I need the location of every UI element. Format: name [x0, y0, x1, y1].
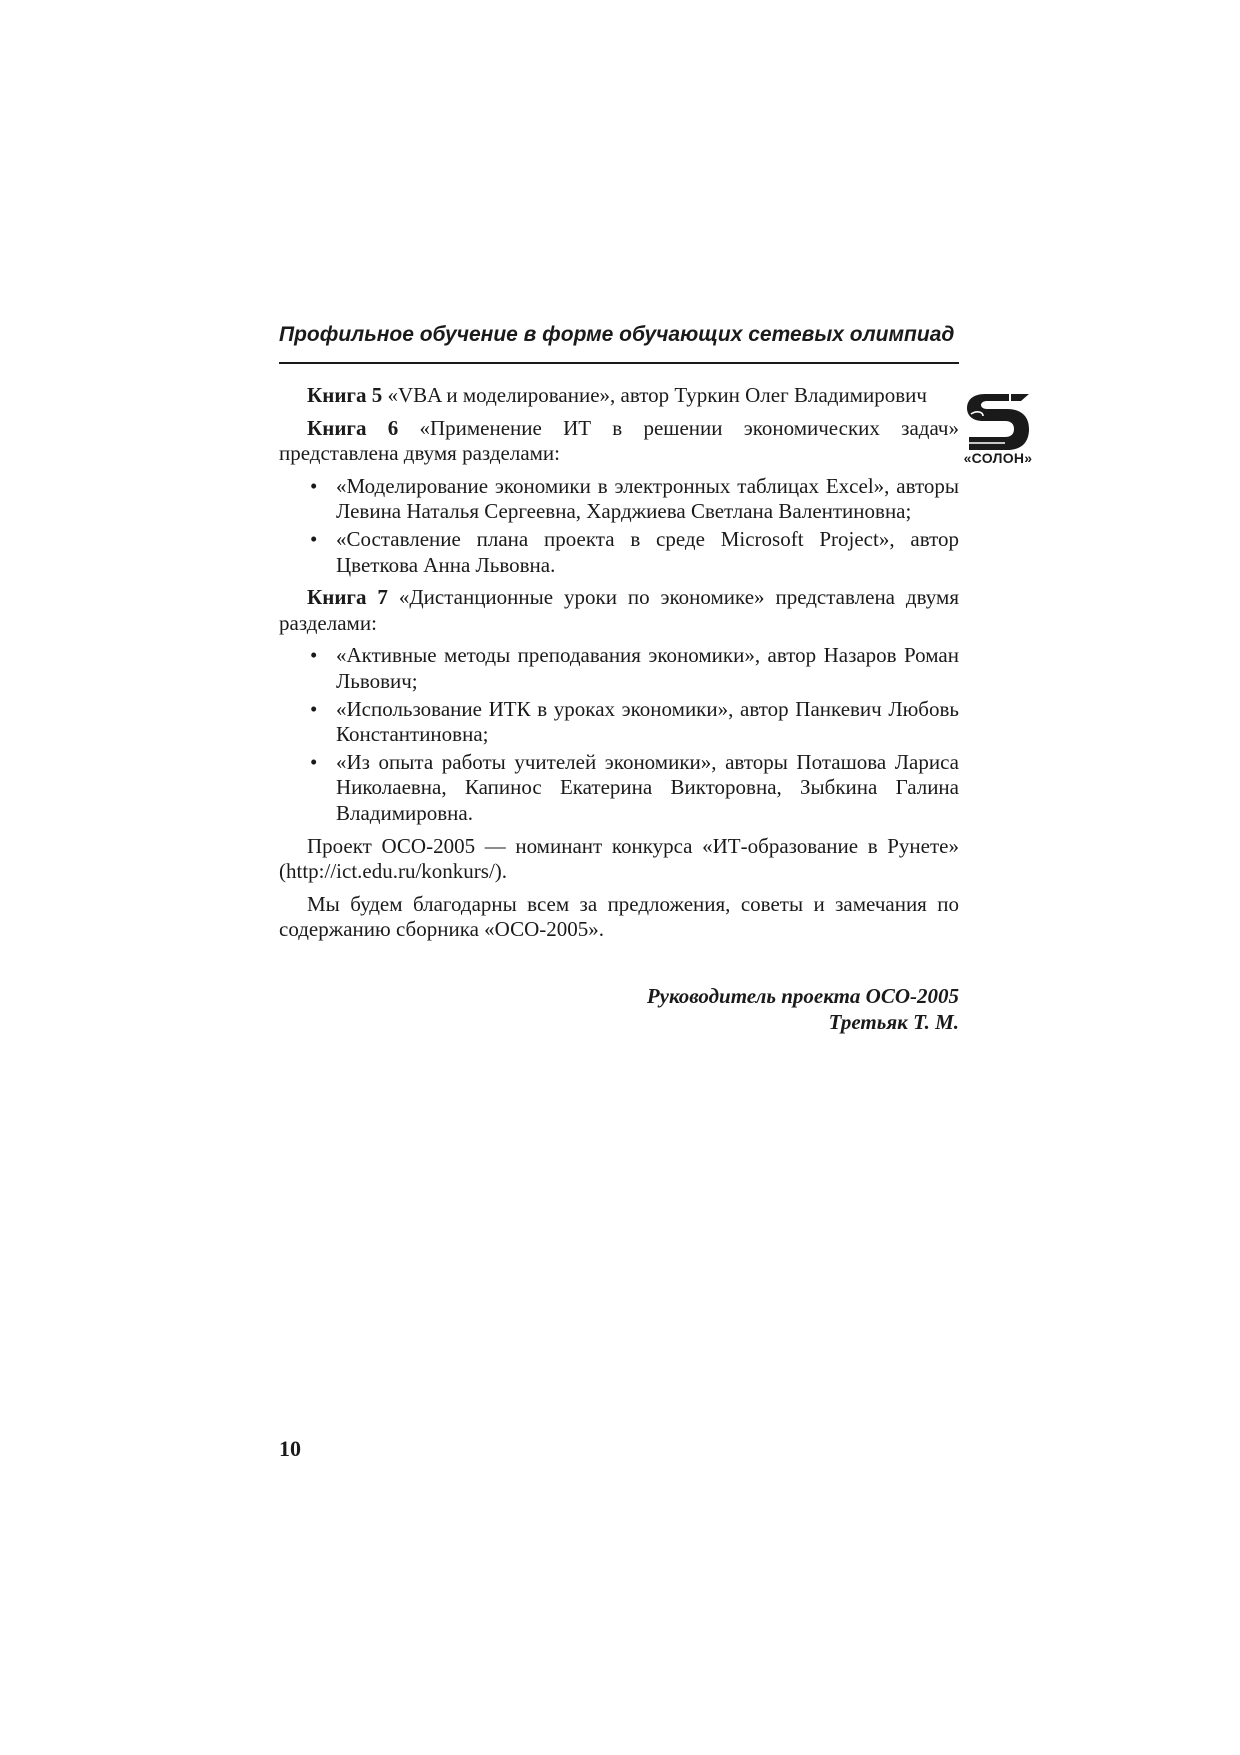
list-item-text: «Активные методы преподавания экономики», автор Назаров Роман Львович;: [336, 643, 959, 693]
main-text: [279, 383, 959, 950]
book6-paragraph: [279, 416, 959, 467]
book6-label: Книга 6: [307, 415, 399, 440]
page-number: 10: [279, 1436, 301, 1461]
solon-logo-icon: [965, 390, 1031, 456]
logo-caption: «СОЛОН»: [963, 450, 1033, 466]
header-rule: [279, 362, 959, 364]
bullet-icon: •: [310, 696, 318, 721]
book7-list: [279, 643, 959, 826]
list-item: [279, 643, 959, 694]
list-item: [279, 527, 959, 578]
list-item: [279, 750, 959, 827]
list-item-text: «Из опыта работы учителей экономики», авторы Поташова Лариса Николаевна, Капинос Екатерина Викторовна, Зыбкина Галина Владимировна.: [336, 749, 959, 825]
list-item-text: «Использование ИТК в уроках экономики», автор Панкевич Любовь Константиновна;: [336, 696, 959, 747]
list-item-text: «Моделирование экономики в электронных таблицах Excel», авторы Левина Наталья Сергеевна, Харджиева Светлана Валентиновна;: [336, 473, 959, 524]
list-item: [279, 474, 959, 525]
signature-block: [279, 983, 959, 1035]
book5-text: «VBA и моделирование», автор Туркин Олег Владимирович: [382, 383, 927, 407]
bullet-icon: •: [310, 643, 318, 668]
nominee-paragraph: Проект ОСО-2005 — номинант конкурса «ИТ-образование в Рунете» (http://ict.edu.ru/konkurs/).: [279, 833, 959, 884]
book7-paragraph: [279, 585, 959, 636]
running-head: Профильное обучение в форме обучающих сетевых олимпиад: [279, 323, 955, 346]
bullet-icon: •: [310, 749, 318, 774]
list-item-text: «Составление плана проекта в среде Microsoft Project», автор Цветкова Анна Львовна.: [336, 526, 959, 577]
book7-text: «Дистанционные уроки по экономике» представлена двумя разделами:: [279, 585, 959, 635]
signature-role: Руководитель проекта ОСО-2005: [646, 984, 959, 1008]
book6-list: [279, 474, 959, 578]
book6-text: «Применение ИТ в решении экономических задач» представлена двумя разделами:: [279, 415, 959, 466]
bullet-icon: •: [310, 526, 318, 551]
publisher-logo: [958, 390, 1038, 470]
book7-label: Книга 7: [307, 585, 388, 610]
book5-paragraph: [279, 383, 959, 409]
signature-name: Третьяк Т. М.: [828, 1010, 959, 1034]
book5-label: Книга 5: [307, 383, 383, 407]
bullet-icon: •: [310, 473, 318, 498]
list-item: [279, 697, 959, 748]
thanks-paragraph: Мы будем благодарны всем за предложения, советы и замечания по содержанию сборника «ОСО-2005».: [279, 891, 959, 942]
